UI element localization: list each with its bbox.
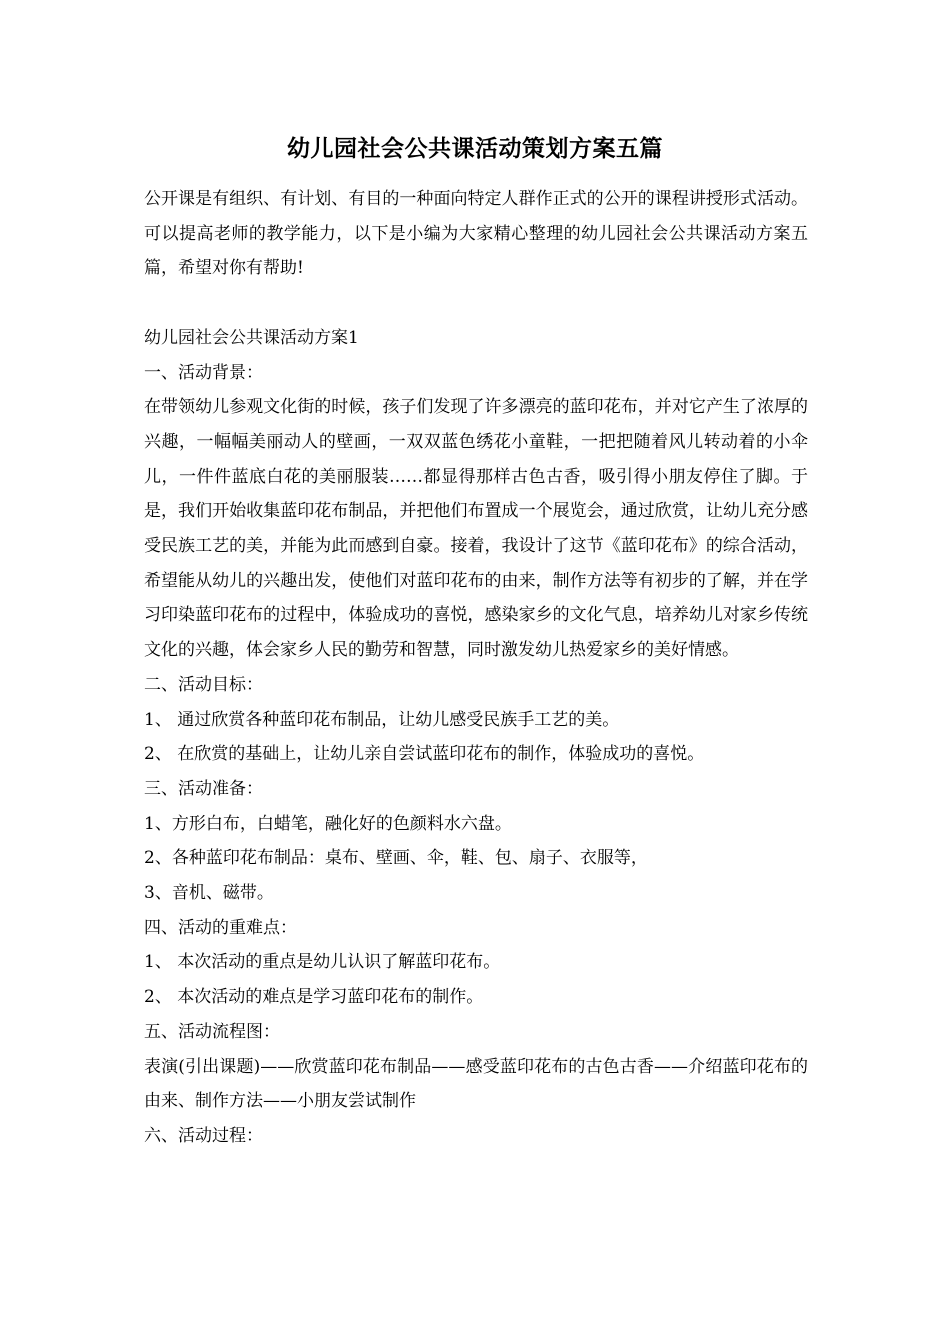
- paragraph-spacer: [144, 286, 808, 321]
- background-heading: 一、活动背景：: [144, 362, 263, 383]
- flow-heading: 五、活动流程图：: [144, 1021, 280, 1042]
- prep-item-2: 2、各种蓝印花布制品：桌布、壁画、伞，鞋、包、扇子、衣服等，: [144, 848, 648, 869]
- section-title: 幼儿园社会公共课活动方案1: [144, 327, 359, 348]
- intro-paragraph: 公开课是有组织、有计划、有目的一种面向特定人群作正式的公开的课程讲授形式活动。可以提高老师的教学能力，以下是小编为大家精心整理的幼儿园社会公共课活动方案五篇，希望对你有帮助!: [144, 189, 808, 279]
- keypoints-heading: 四、活动的重难点：: [144, 917, 297, 938]
- goal-item-2: 2、 在欣赏的基础上，让幼儿亲自尝试蓝印花布的制作，体验成功的喜悦。: [144, 744, 705, 765]
- background-paragraph: 在带领幼儿参观文化街的时候，孩子们发现了许多漂亮的蓝印花布，并对它产生了浓厚的兴趣，一幅幅美丽动人的壁画，一双双蓝色绣花小童鞋，一把把随着风儿转动着的小伞儿，一件件蓝底白花的美丽服装……都显得那样古色古香，吸引得小朋友停住了脚。于是，我们开始收集蓝印花布制品，并把他们布置成一个展览会，通过欣赏，让幼儿充分感受民族工艺的美，并能为此而感到自豪。接着，我设计了这节《蓝印花布》的综合活动，希望能从幼儿的兴趣出发，使他们对蓝印花布的由来，制作方法等有初步的了解，并在学习印染蓝印花布的过程中，体验成功的喜悦，感染家乡的文化气息，培养幼儿对家乡传统文化的兴趣，体会家乡人民的勤劳和智慧，同时激发幼儿热爱家乡的美好情感。: [144, 397, 808, 661]
- keypoint-item-2: 2、 本次活动的难点是学习蓝印花布的制作。: [144, 987, 484, 1008]
- prep-item-1: 1、方形白布，白蜡笔，融化好的色颜料水六盘。: [144, 813, 512, 834]
- flow-paragraph: 表演(引出课题)——欣赏蓝印花布制品——感受蓝印花布的古色古香——介绍蓝印花布的由来、制作方法——小朋友尝试制作: [144, 1056, 808, 1112]
- document-body: [144, 182, 808, 1154]
- keypoint-item-1: 1、 本次活动的重点是幼儿认识了解蓝印花布。: [144, 952, 501, 973]
- goal-item-1: 1、 通过欣赏各种蓝印花布制品，让幼儿感受民族手工艺的美。: [144, 709, 620, 730]
- goals-heading: 二、活动目标：: [144, 674, 263, 695]
- prep-item-3: 3、音机、磁带。: [144, 883, 274, 904]
- document-title: 幼儿园社会公共课活动策划方案五篇: [287, 135, 663, 162]
- prep-heading: 三、活动准备：: [144, 778, 263, 799]
- process-heading: 六、活动过程：: [144, 1125, 263, 1146]
